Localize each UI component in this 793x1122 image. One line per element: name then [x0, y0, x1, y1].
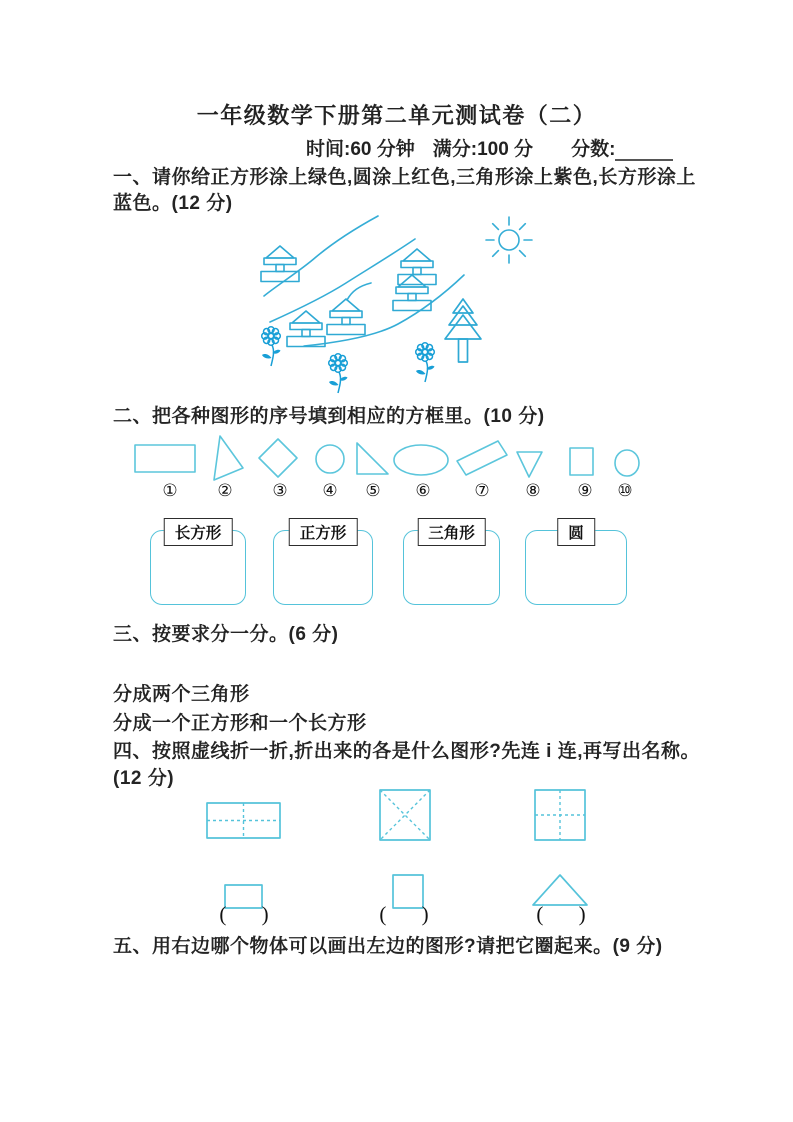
- q1-text-line1: 一、请你给正方形涂上绿色,圆涂上红色,三角形涂上紫色,长方形涂上: [113, 167, 696, 188]
- flower-icon: [329, 354, 348, 393]
- meta-line: [306, 134, 673, 161]
- shape-number: ⑨: [577, 481, 593, 501]
- q3-text: 三、按要求分一分。(6 分): [113, 624, 339, 645]
- answer-box-label: 三角形: [417, 518, 486, 546]
- flower-icon: [416, 343, 435, 382]
- fold-line-cross: [535, 790, 585, 840]
- shape-number: ③: [272, 481, 288, 501]
- q4-text-line2: (12 分): [113, 768, 175, 789]
- answer-parentheses: ( ): [536, 902, 586, 926]
- page-title: 一年级数学下册第二单元测试卷（二）: [196, 103, 597, 128]
- small-triangle-shape: [533, 875, 587, 905]
- q1-scene-illustration: [228, 212, 568, 402]
- tilted-rectangle-shape: [457, 441, 507, 475]
- ellipse-shape: [394, 445, 448, 475]
- answer-box-triangle: [403, 525, 500, 605]
- fold-line-diagonals: [380, 790, 430, 840]
- answer-box-label: 正方形: [289, 518, 358, 546]
- q3-sub1: 分成两个三角形: [113, 684, 250, 705]
- answer-box-rectangle: [150, 525, 246, 605]
- small-circle-shape: [615, 450, 639, 476]
- right-triangle-shape: [357, 443, 388, 474]
- house-icon: [327, 299, 365, 335]
- flower-icon: [262, 327, 281, 366]
- q5-text: 五、用右边哪个物体可以画出左边的图形?请把它圈起来。(9 分): [113, 936, 663, 957]
- answer-parentheses: ( ): [219, 902, 269, 926]
- answer-parentheses: ( ): [379, 902, 429, 926]
- shape-number: ⑩: [617, 481, 633, 501]
- answer-box-circle: [525, 525, 627, 605]
- answer-box-label: 圆: [557, 518, 595, 546]
- q2-shape-row: [130, 432, 650, 484]
- river-line: [304, 275, 464, 346]
- circle-shape: [316, 445, 344, 473]
- q3-sub2: 分成一个正方形和一个长方形: [113, 713, 367, 734]
- shape-number: ⑥: [415, 481, 431, 501]
- q2-text: 二、把各种图形的序号填到相应的方框里。(10 分): [113, 406, 545, 427]
- shape-number: ④: [322, 481, 338, 501]
- house-icon: [287, 311, 325, 347]
- q1-text-line2: 蓝色。(12 分): [113, 193, 233, 214]
- tree-icon: [445, 299, 481, 362]
- answer-box-label: 长方形: [164, 518, 233, 546]
- full-score-label: 满分:100 分: [432, 139, 534, 160]
- time-label: 时间:60 分钟: [306, 139, 415, 160]
- shape-number: ⑧: [525, 481, 541, 501]
- fold-line-cross: [207, 803, 280, 838]
- shape-number: ①: [162, 481, 178, 501]
- q4-folding-shapes: [150, 785, 650, 845]
- shape-number: ⑦: [474, 481, 490, 501]
- shape-number: ②: [217, 481, 233, 501]
- triangle-shape: [214, 436, 243, 480]
- inverted-triangle-shape: [517, 452, 542, 477]
- sun-icon: [486, 217, 532, 263]
- river-line: [264, 216, 378, 296]
- diamond-shape: [259, 439, 297, 477]
- house-icon: [261, 246, 299, 282]
- rectangle-shape: [135, 445, 195, 472]
- score-label: 分数:: [571, 139, 616, 160]
- q2-number-row: [130, 481, 650, 505]
- answer-box-square: [273, 525, 373, 605]
- score-blank: [615, 140, 673, 161]
- shape-number: ⑤: [365, 481, 381, 501]
- smoke-line: [347, 283, 371, 300]
- square-shape: [570, 448, 593, 475]
- q4-text-line1: 四、按照虚线折一折,折出来的各是什么图形?先连 i 连,再写出名称。: [113, 741, 701, 762]
